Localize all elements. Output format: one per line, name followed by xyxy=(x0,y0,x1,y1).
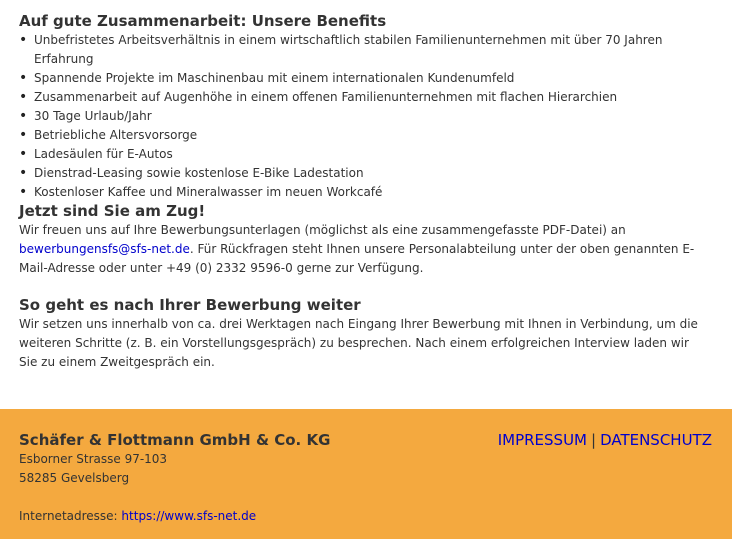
apply-text xyxy=(19,221,709,278)
apply-text-before: Wir freuen uns auf Ihre Bewerbungsunterlagen (möglichst als eine zusammengefasste PDF-Datei) an xyxy=(19,223,626,237)
email-link[interactable]: bewerbungensfs@sfs-net.de xyxy=(19,242,190,256)
footer xyxy=(0,409,732,539)
website-line xyxy=(19,507,256,526)
next-steps-heading: So geht es nach Ihrer Bewerbung weiter xyxy=(19,296,361,314)
list-item: • Betriebliche Altersvorsorge xyxy=(19,126,719,145)
website-label: Internetadresse: xyxy=(19,509,122,523)
company-name: Schäfer & Flottmann GmbH & Co. KG xyxy=(19,431,331,449)
next-steps-text: Wir setzen uns innerhalb von ca. drei Werktagen nach Eingang Ihrer Bewerbung mit Ihnen in Verbindung, um die weiteren Schritte (z. B. ein Vorstellungsgespräch) zu besprechen. Nach einem erfolgreichen Interview laden wir Sie zu einem Zweitgespräch ein. xyxy=(19,317,698,369)
street-address: Esborner Strasse 97-103 xyxy=(19,452,168,466)
list-item: • Kostenloser Kaffee und Mineralwasser im neuen Workcafé xyxy=(19,183,719,202)
list-item: • Dienstrad-Leasing sowie kostenlose E-Bike Ladestation xyxy=(19,164,719,183)
list-item: • 30 Tage Urlaub/Jahr xyxy=(19,107,719,126)
apply-section xyxy=(19,201,709,278)
benefits-list xyxy=(19,31,719,202)
city-address: 58285 Gevelsberg xyxy=(19,471,130,485)
apply-heading: Jetzt sind Sie am Zug! xyxy=(19,202,206,220)
apply-text-after: . Für Rückfragen steht Ihnen unsere Personalabteilung unter der oben genannten E-Mail-Adresse oder unter +49 (0) 2332 9596-0 gerne zur Verfügung. xyxy=(19,242,695,275)
benefits-heading: Auf gute Zusammenarbeit: Unsere Benefits xyxy=(19,12,387,30)
list-item: • Spannende Projekte im Maschinenbau mit einem internationalen Kundenumfeld xyxy=(19,69,719,88)
next-steps-section xyxy=(19,295,709,372)
list-item: • Unbefristetes Arbeitsverhältnis in einem wirtschaftlich stabilen Familienunternehmen mit über 70 Jahren Erfahrung xyxy=(19,31,719,69)
link-separator: | xyxy=(591,431,597,449)
list-item: • Ladesäulen für E-Autos xyxy=(19,145,719,164)
legal-links xyxy=(498,430,712,450)
impressum-link[interactable]: IMPRESSUM xyxy=(497,431,587,449)
datenschutz-link[interactable]: DATENSCHUTZ xyxy=(600,431,712,449)
website-link[interactable]: https://www.sfs-net.de xyxy=(121,509,257,523)
benefits-section xyxy=(19,11,719,202)
list-item: • Zusammenarbeit auf Augenhöhe in einem offenen Familienunternehmen mit flachen Hierarchien xyxy=(19,88,719,107)
